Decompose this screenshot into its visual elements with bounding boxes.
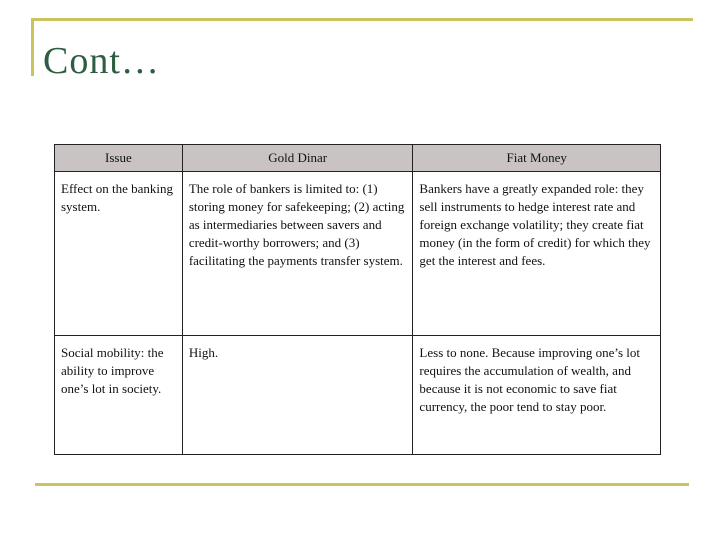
decorative-vertical-line: [31, 18, 34, 76]
table-row: [55, 336, 661, 455]
comparison-table: [54, 144, 661, 455]
header-issue: Issue: [55, 145, 183, 172]
slide-title: Cont…: [43, 40, 160, 82]
decorative-bottom-line: [35, 483, 689, 486]
header-fiat-money: Fiat Money: [413, 145, 661, 172]
cell-issue: Social mobility: the ability to improve one’s lot in society.: [55, 336, 183, 455]
cell-fiat-money: Bankers have a greatly expanded role: they sell instruments to hedge interest rate and foreign exchange volatility; they create fiat money (in the form of credit) for which they get the interest and fees.: [413, 172, 661, 336]
header-gold-dinar: Gold Dinar: [182, 145, 413, 172]
cell-issue: Effect on the banking system.: [55, 172, 183, 336]
decorative-top-line: [31, 18, 693, 21]
cell-gold-dinar: The role of bankers is limited to: (1) storing money for safekeeping; (2) acting as intermediaries between savers and credit-worthy borrowers; and (3) facilitating the payments transfer system.: [182, 172, 413, 336]
table-row: [55, 172, 661, 336]
table-header-row: [55, 145, 661, 172]
cell-gold-dinar: High.: [182, 336, 413, 455]
cell-fiat-money: Less to none. Because improving one’s lot requires the accumulation of wealth, and because it is not economic to save fiat currency, the poor tend to stay poor.: [413, 336, 661, 455]
